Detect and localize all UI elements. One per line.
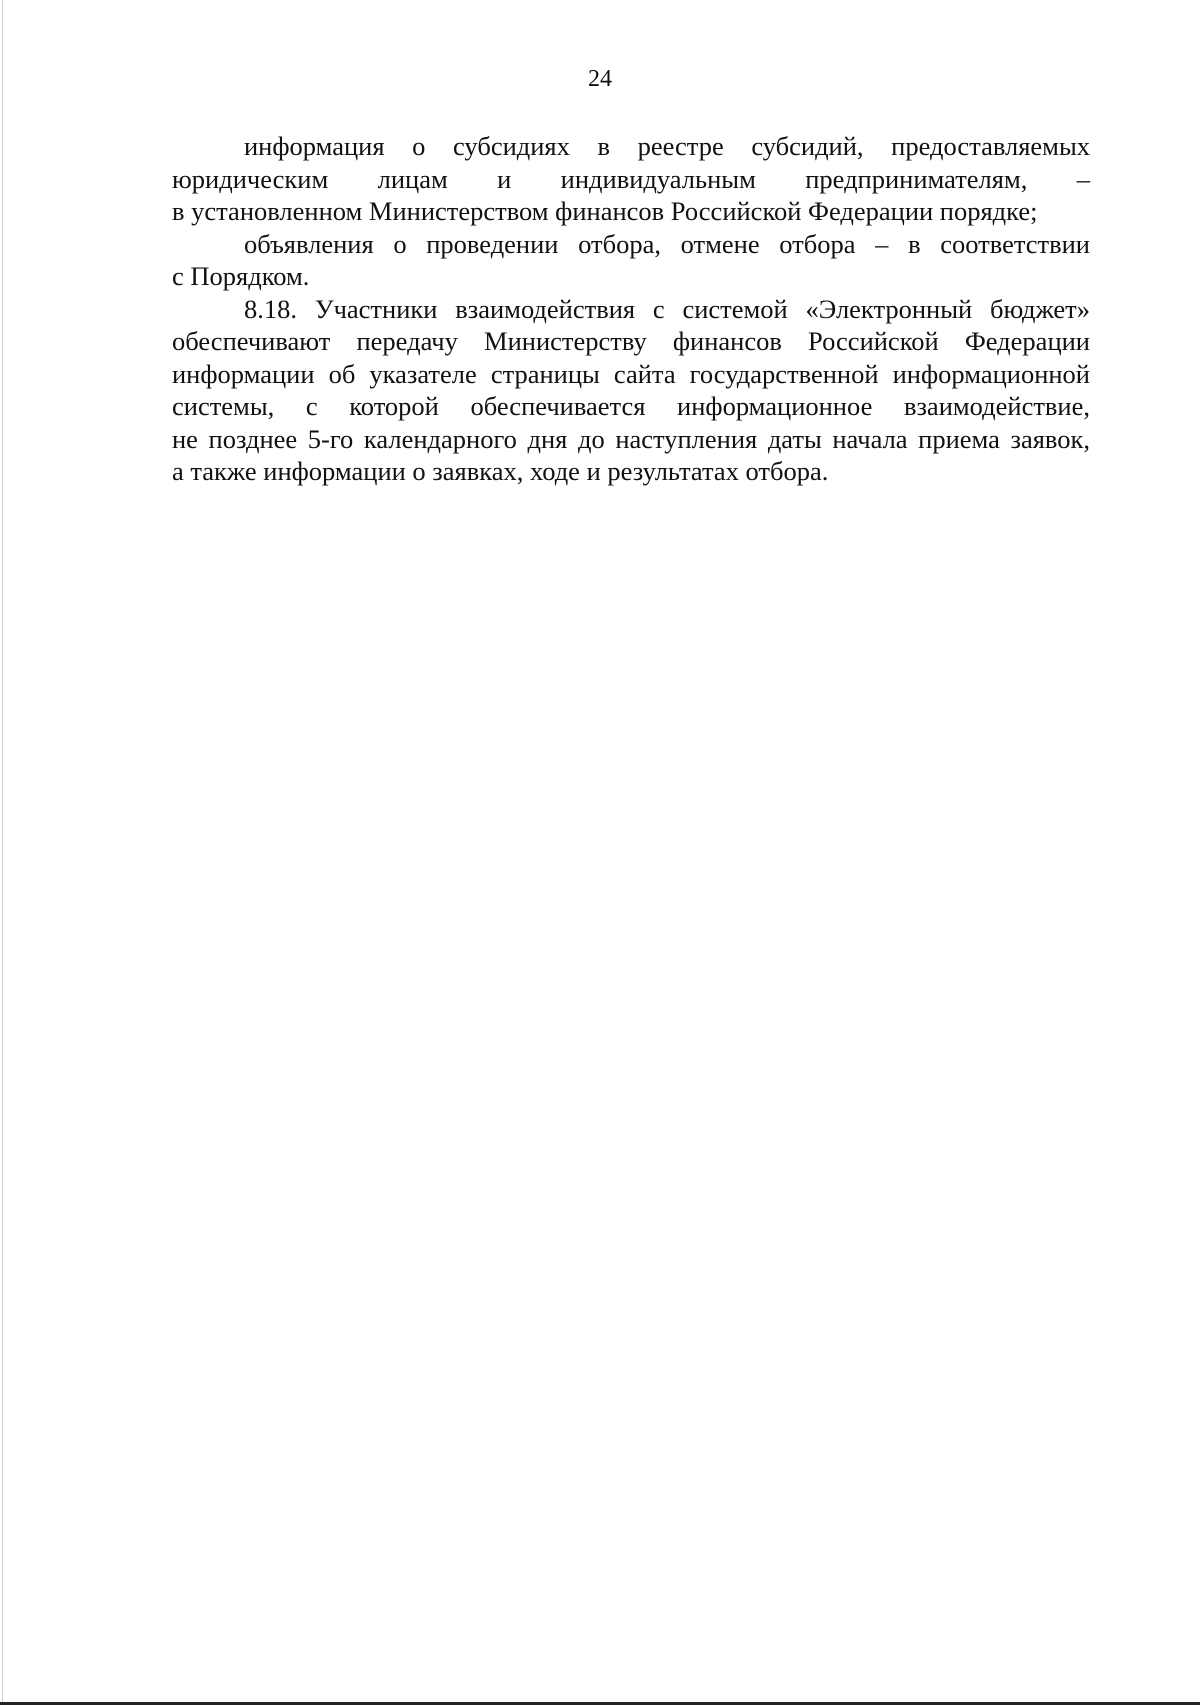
text-line: информация о субсидиях в реестре субсидий, предоставляемых <box>244 131 1090 161</box>
text-line: объявления о проведении отбора, отмене отбора – в соответствии <box>244 228 1090 259</box>
paragraph-selection-announcements <box>172 228 1090 293</box>
scan-edge-left <box>2 0 3 1705</box>
text-line: не позднее 5-го календарного дня до наступления даты начала приема заявок, <box>172 423 1090 454</box>
text-line: в установленном Министерством финансов Российской Федерации порядке; <box>172 196 1038 226</box>
text-line: информации об указателе страницы сайта государственной информационной <box>172 358 1090 389</box>
text-line: системы, с которой обеспечивается информационное взаимодействие, <box>172 391 1090 421</box>
text-line: обеспечивают передачу Министерству финансов Российской Федерации <box>172 326 1090 356</box>
text-line: а также информации о заявках, ходе и результатах отбора. <box>172 456 829 486</box>
text-line: юридическим лицам и индивидуальным предпринимателям, – <box>172 163 1090 194</box>
text-line: с Порядком. <box>172 261 310 291</box>
document-body <box>172 130 1090 488</box>
paragraph-subsidy-registry <box>172 130 1090 228</box>
page-number: 24 <box>588 66 612 92</box>
paragraph-8-18 <box>172 293 1090 488</box>
text-line: 8.18. Участники взаимодействия с системой «Электронный бюджет» <box>244 293 1090 324</box>
